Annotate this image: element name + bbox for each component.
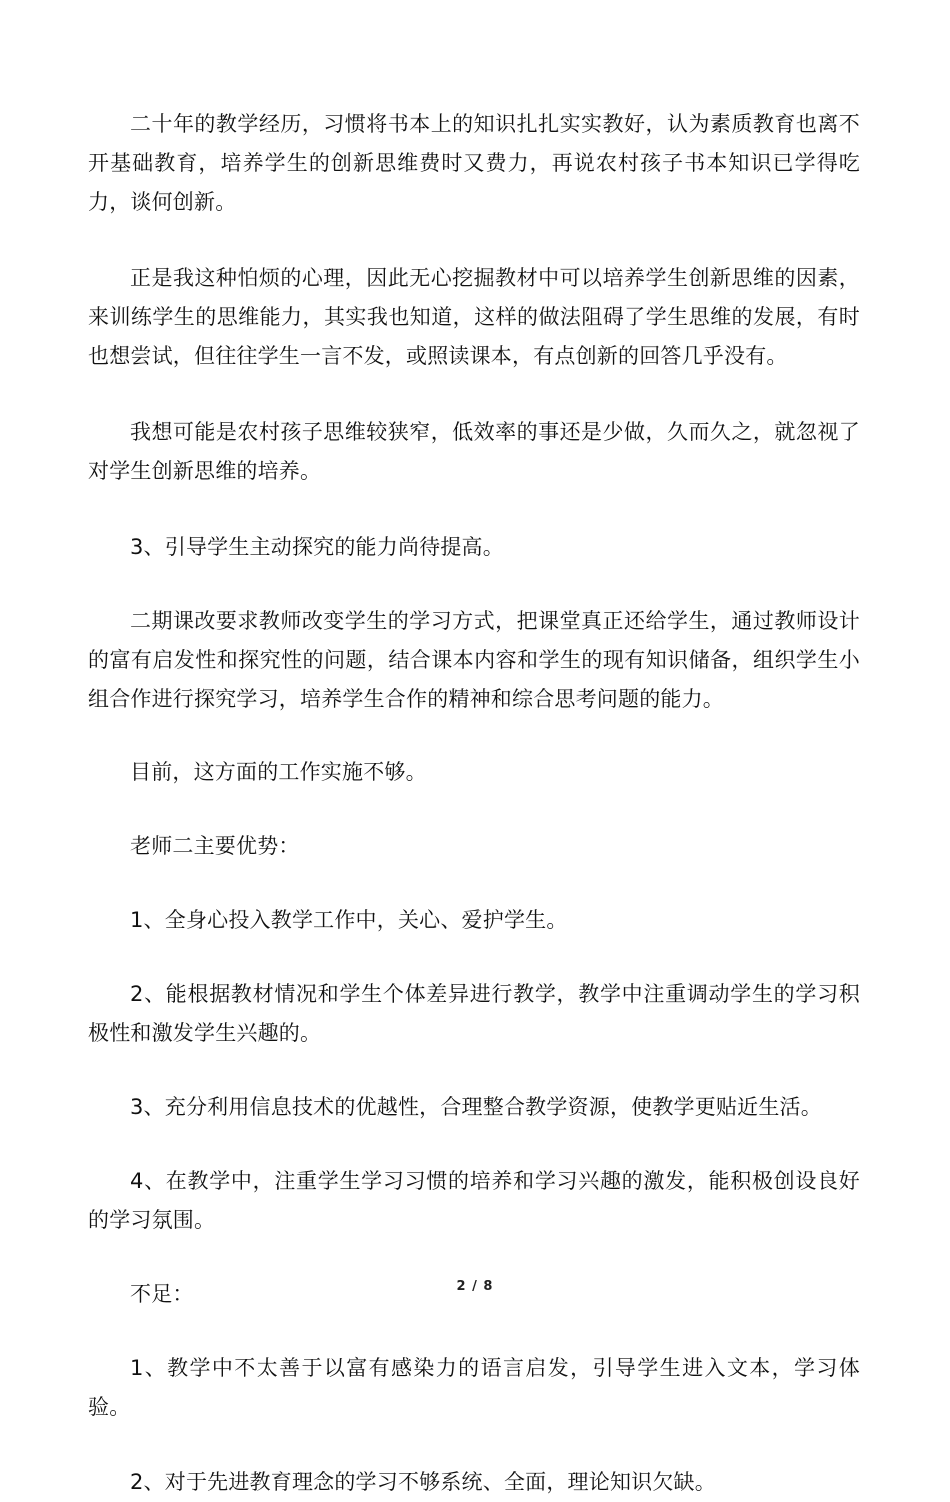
page-number: 2 / 8 (456, 1279, 494, 1294)
list-item: 3、引导学生主动探究的能力尚待提高。 (130, 535, 504, 559)
paragraph: 正是我这种怕烦的心理，因此无心挖掘教材中可以培养学生创新思维的因素，来训练学生的思维能力，其实我也知道，这样的做法阻碍了学生思维的发展，有时也想尝试，但往往学生一言不发，或照读课本，有点创新的回答几乎没有。 (88, 266, 860, 368)
paragraph: 二十年的教学经历，习惯将书本上的知识扎扎实实教好，认为素质教育也离不开基础教育，培养学生的创新思维费时又费力，再说农村孩子书本知识已学得吃力，谈何创新。 (88, 112, 860, 214)
section-heading: 老师二主要优势： (130, 834, 300, 858)
list-item: 2、能根据教材情况和学生个体差异进行教学，教学中注重调动学生的学习积极性和激发学生兴趣的。 (88, 982, 860, 1045)
paragraph: 目前，这方面的工作实施不够。 (130, 760, 427, 784)
list-item: 1、教学中不太善于以富有感染力的语言启发，引导学生进入文本，学习体验。 (88, 1356, 860, 1419)
paragraph: 二期课改要求教师改变学生的学习方式，把课堂真正还给学生，通过教师设计的富有启发性和探究性的问题，结合课本内容和学生的现有知识储备，组织学生小组合作进行探究学习，培养学生合作的精神和综合思考问题的能力。 (88, 609, 860, 711)
list-item: 2、对于先进教育理念的学习不够系统、全面，理论知识欠缺。 (130, 1470, 716, 1494)
list-item: 4、在教学中，注重学生学习习惯的培养和学习兴趣的激发，能积极创设良好的学习氛围。 (88, 1169, 860, 1232)
paragraph: 我想可能是农村孩子思维较狭窄，低效率的事还是少做，久而久之，就忽视了对学生创新思维的培养。 (88, 420, 860, 483)
list-item: 3、充分利用信息技术的优越性，合理整合教学资源，使教学更贴近生活。 (130, 1095, 822, 1119)
section-heading: 不足： (130, 1282, 194, 1306)
list-item: 1、全身心投入教学工作中，关心、爱护学生。 (130, 908, 568, 932)
